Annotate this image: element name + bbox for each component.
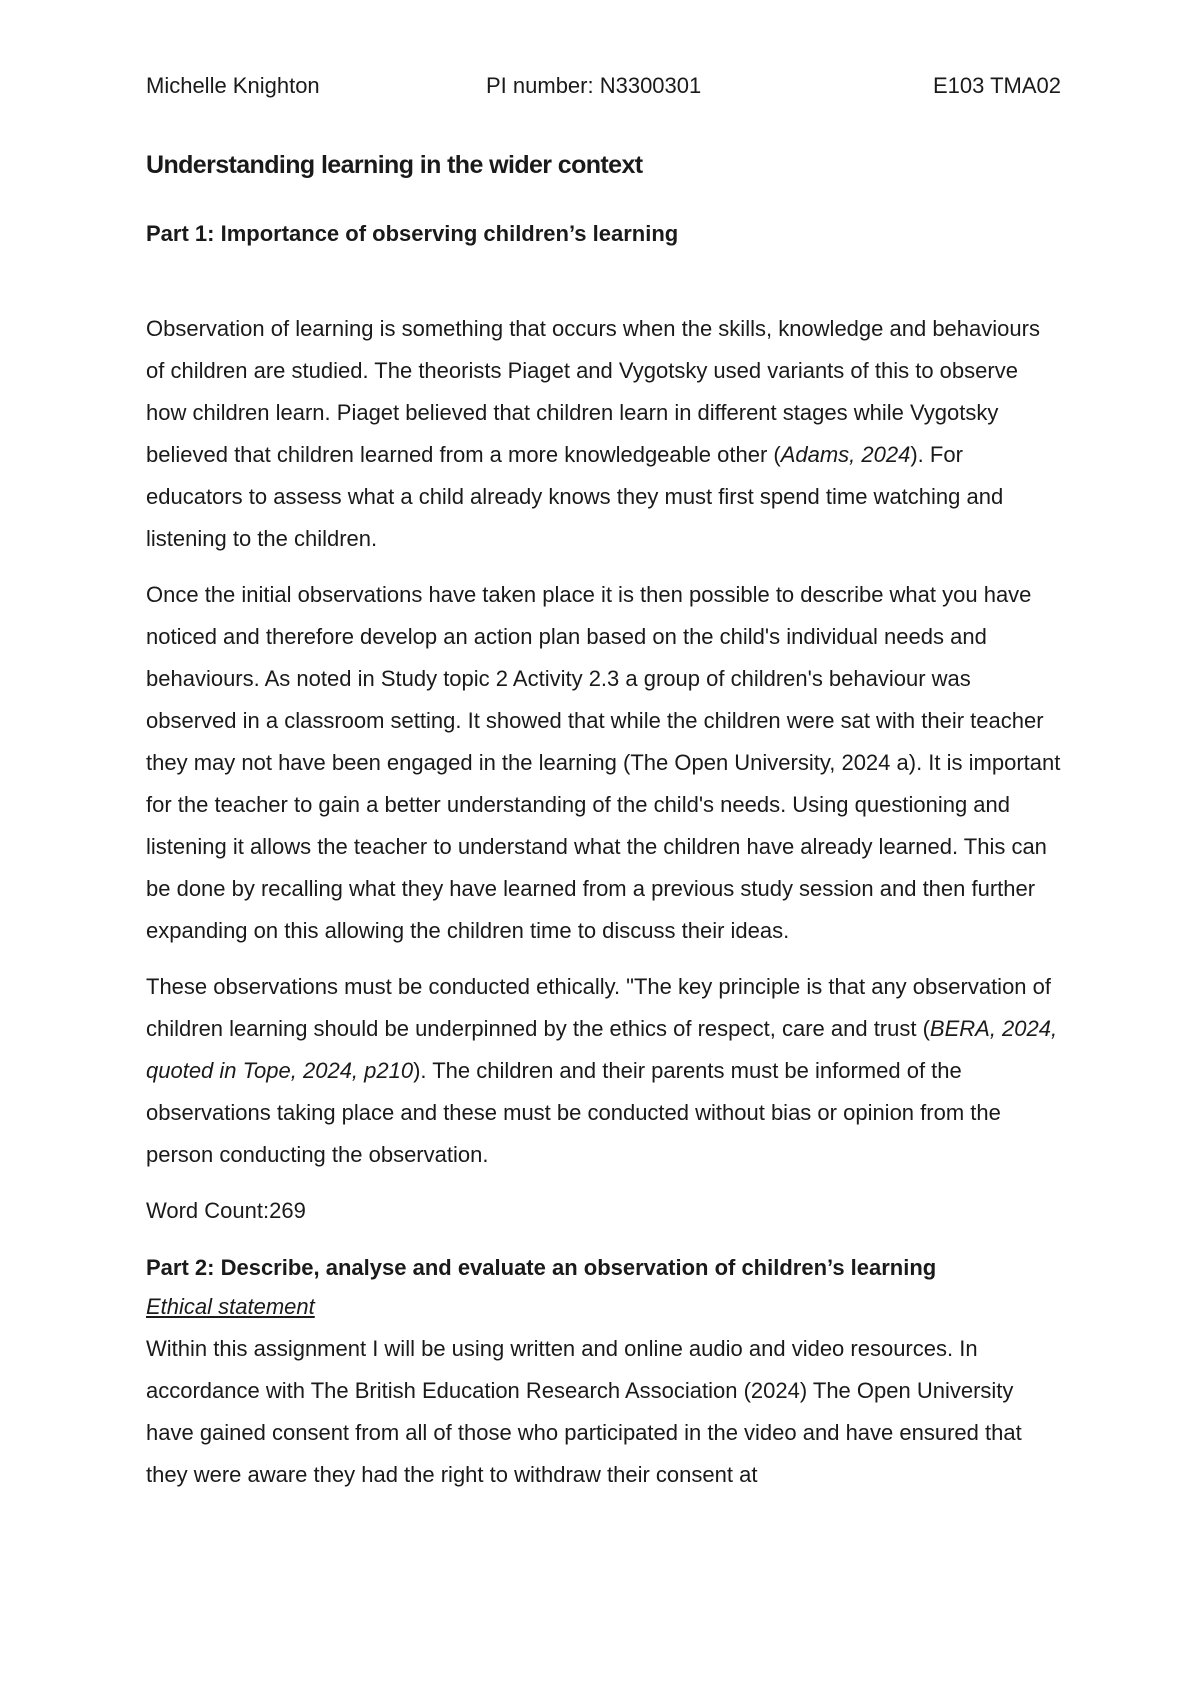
part1-paragraph-1: Observation of learning is something that occurs when the skills, knowledge and behaviours of children are studied. The theorists Piaget and Vygotsky used variants of this to observe how children learn. Piaget believed that children learn in different stages while Vygotsky believed that children learned from a more knowledgeable other (Adams, 2024). For educators to assess what a child already knows they must first spend time watching and listening to the children. (146, 316, 1040, 551)
citation-bera: BERA, 2024, quoted in Tope, 2024, p210 (146, 1016, 1058, 1083)
part1-paragraph-2: Once the initial observations have taken place it is then possible to describe what you have noticed and therefore develop an action plan based on the child's individual needs and behaviours. As noted in Study topic 2 Activity 2.3 a group of children's behaviour was observed in a classroom setting. It showed that while the children were sat with their teacher they may not have been engaged in the learning (The Open University, 2024 a). It is important for the teacher to gain a better understanding of the child's needs. Using questioning and listening it allows the teacher to understand what the children have already learned. This can be done by recalling what they have learned from a previous study session and then further expanding on this allowing the children time to discuss their ideas. (146, 582, 1061, 943)
part1-heading: Part 1: Importance of observing children’s learning (146, 221, 679, 246)
header-course: E103 TMA02 (932, 73, 1061, 98)
part2-paragraph-1: Within this assignment I will be using written and online audio and video resources. In accordance with The British Education Research Association (2024) The Open University have gained consent from all of those who participated in the video and have ensured that they were aware they had the right to withdraw their consent at (146, 1336, 1022, 1487)
document-title: Understanding learning in the wider context (146, 151, 643, 179)
header-author: Michelle Knighton (146, 73, 320, 98)
word-count: Word Count:269 (146, 1198, 306, 1223)
ethical-statement-subheading: Ethical statement (146, 1294, 315, 1319)
part1-paragraph-3: These observations must be conducted ethically. "The key principle is that any observation of children learning should be underpinned by the ethics of respect, care and trust (BERA, 2024, quoted in Tope, 2024, p210). The children and their parents must be informed of the observations taking place and these must be conducted without bias or opinion from the person conducting the observation. (146, 974, 1058, 1167)
part2-heading: Part 2: Describe, analyse and evaluate an observation of children’s learning (146, 1255, 937, 1280)
document-body (146, 140, 1061, 1496)
citation-adams: Adams, 2024 (780, 442, 911, 467)
page-header (146, 70, 1061, 102)
header-pi-number: PI number: N3300301 (486, 73, 702, 98)
